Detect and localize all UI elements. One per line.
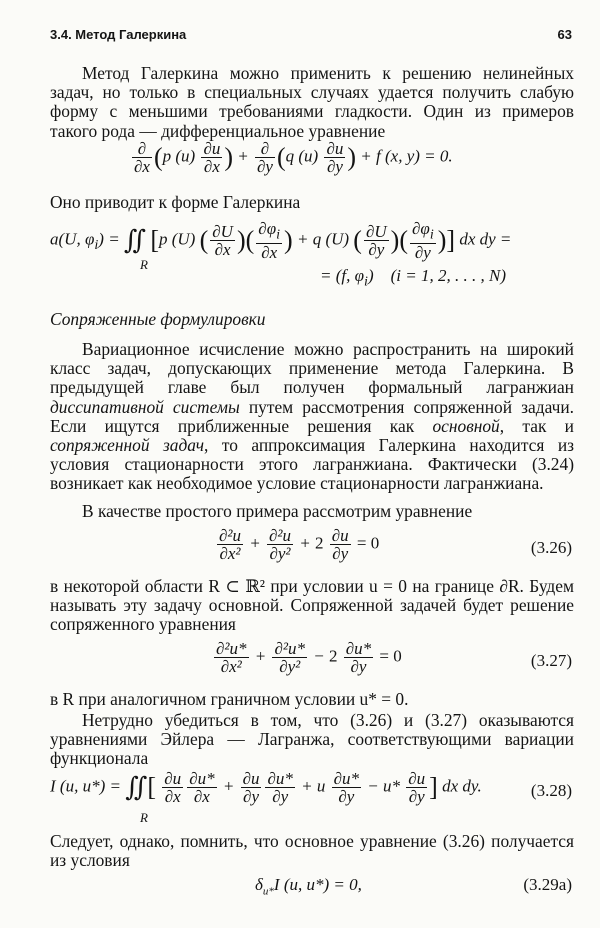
- equation-galerkin-form-line2: = (f, $\varphi_i$) (i = 1, 2, . . . , N): [320, 266, 506, 290]
- equation-number-3-29a: (3.29a): [523, 875, 572, 894]
- running-header-section: 3.4. Метод Галеркина: [50, 27, 187, 42]
- paragraph-5: в некоторой области R ⊂ ℝ² при условии u = 0 на границе ∂R. Будем называть эту задачу основной. Сопряженной задачей будет решение сопряженного уравнения: [50, 576, 574, 635]
- equation-number-3-27: (3.27): [530, 651, 572, 670]
- equation-3-27: $\frac{\text{∂²u*}}{\text{∂x²}}$ + $\frac{\text{∂²u*}}{\text{∂y²}}$ − 2 $\frac{\partial u*}{\partial y}$ = 0: [216, 639, 402, 676]
- book-page: 3.4. Метод Галеркина 63 Метод Галеркина можно применить к решению нелинейных задач, но только в специальных случаях удается получить слабую форму с меньшими требованиями гладкости. Один из примеров такого рода — дифференциальное уравнение $\frac{\partial}{\partial x}$ (p (u) $\frac{\partial u}{\partial x}$ ) + $\frac{\partial}{\partial y}$ (q (u) $\frac{\partial u}{\partial y}$ ) + f (x, y) = 0. Оно приводит к форме Галеркина a(U, $\varphi_i$) = ∬ [p (U) ( $\frac{\partial U}{\partial x}$ )( $\frac{\partial\varphi_i}{\partial x}$ ) + q (U) ( $\frac{\partial U}{\partial y}$ )( $\frac{\partial\varphi_i}{\partial y}$ )] dx dy = R = (f, $\varphi_i$) (i = 1, 2, . . . , N) Сопряженные формулировки Вариационное исчисление можно распространить на широкий класс задач, допускающих применение метода Галеркина. В предыдущей главе был получен формальный лагранжиан диссипативной системы путем рассмотрения сопряженной задачи. Если ищутся приближенные решения как основной, так и сопряженной задач, то аппроксимация Галеркина находится из условия стационарности этого лагранжиана. Фактически (3.24) возникает как необходимое условие стационарности лагранжиана. В качестве простого примера рассмотрим уравнение $\frac{\text{∂²u}}{\text{∂x²}}$ + $\frac{\text{∂²u}}{\text{∂y²}}$ + 2 $\frac{\partial u}{\partial y}$ = 0 (3.26) в некоторой области R ⊂ ℝ² при условии u = 0 на границе ∂R. Будем называть эту задачу основной. Сопряженной задачей будет решение сопряженного уравнения $\frac{\text{∂²u*}}{\text{∂x²}}$ + $\frac{\text{∂²u*}}{\text{∂y²}}$ − 2 $\frac{\partial u*}{\partial y}$ = 0 (3.27) в R при аналогичном граничном условии u* = 0. Нетрудно убедиться в том, что (3.26) и (3.27) оказываются уравнениями Эйлера — Лагранжа, соответствующими вариации функционала I (u, u*) = ∬[ $\frac{\partial u}{\partial x}$ $\frac{\partial u*}{\partial x}$ + $\frac{\partial u}{\partial y}$ $\frac{\partial u*}{\partial y}$ + u $\frac{\partial u*}{\partial y}$ − u* $\frac{\partial u}{\partial y}$ ] dx dy. R (3.28) Следует, однако, помнить, что основное уравнение (3.26) получается из условия $\delta_{u*}I$ (u, u*) = 0, (3.29a): [50, 27, 574, 898]
- equation-3-26: $\frac{\text{∂²u}}{\text{∂x²}}$ + $\frac{\text{∂²u}}{\text{∂y²}}$ + 2 $\frac{\partial u}{\partial y}$ = 0: [219, 526, 380, 563]
- equation-number-3-28: (3.28): [530, 781, 572, 800]
- page-number: 63: [557, 27, 572, 42]
- paragraph-1: Метод Галеркина можно применить к решению нелинейных задач, но только в специальных случаях удается получить слабую форму с меньшими требованиями гладкости. Один из примеров такого рода — дифференциальное уравнение: [50, 63, 574, 141]
- paragraph-8: Следует, однако, помнить, что основное уравнение (3.26) получается из условия: [50, 831, 574, 871]
- equation-number-3-26: (3.26): [530, 538, 572, 557]
- paragraph-6: в R при аналогичном граничном условии u* = 0.: [50, 689, 409, 709]
- paragraph-7: Нетрудно убедиться в том, что (3.26) и (3.27) оказываются уравнениями Эйлера — Лагранжа, соответствующими вариации функционала: [50, 710, 574, 769]
- equation-pde: $\frac{\partial}{\partial x}$ (p (u) $\frac{\partial u}{\partial x}$ ) + $\frac{\partial}{\partial y}$ (q (u) $\frac{\partial u}{\partial y}$ ) + f (x, y) = 0.: [134, 139, 453, 176]
- paragraph-3: Вариационное исчисление можно распространить на широкий класс задач, допускающих применение метода Галеркина. В предыдущей главе был получен формальный лагранжиан диссипативной системы путем рассмотрения сопряженной задачи. Если ищутся приближенные решения как основной, так и сопряженной задач, то аппроксимация Галеркина находится из условия стационарности этого лагранжиана. Фактически (3.24) возникает как необходимое условие стационарности лагранжиана.: [50, 339, 574, 494]
- equation-galerkin-form: a(U, $\varphi_i$) = ∬ [p (U) ( $\frac{\partial U}{\partial x}$ )( $\frac{\partial\varphi_i}{\partial x}$ ) + q (U) ( $\frac{\partial U}{\partial y}$ )( $\frac{\partial\varphi_i}{\partial y}$ )] dx dy =: [50, 219, 512, 263]
- paragraph-2: Оно приводит к форме Галеркина: [50, 192, 301, 212]
- paragraph-4: В качестве простого примера рассмотрим уравнение: [82, 501, 473, 521]
- equation-3-28: I (u, u*) = ∬[ $\frac{\partial u}{\partial x}$ $\frac{\partial u*}{\partial x}$ + $\frac{\partial u}{\partial y}$ $\frac{\partial u*}{\partial y}$ + u $\frac{\partial u*}{\partial y}$ − u* $\frac{\partial u}{\partial y}$ ] dx dy.: [50, 769, 482, 806]
- equation-3-29a: $\delta_{u*}I$ (u, u*) = 0,: [255, 875, 362, 898]
- subheading-adjoint: Сопряженные формулировки: [50, 309, 266, 329]
